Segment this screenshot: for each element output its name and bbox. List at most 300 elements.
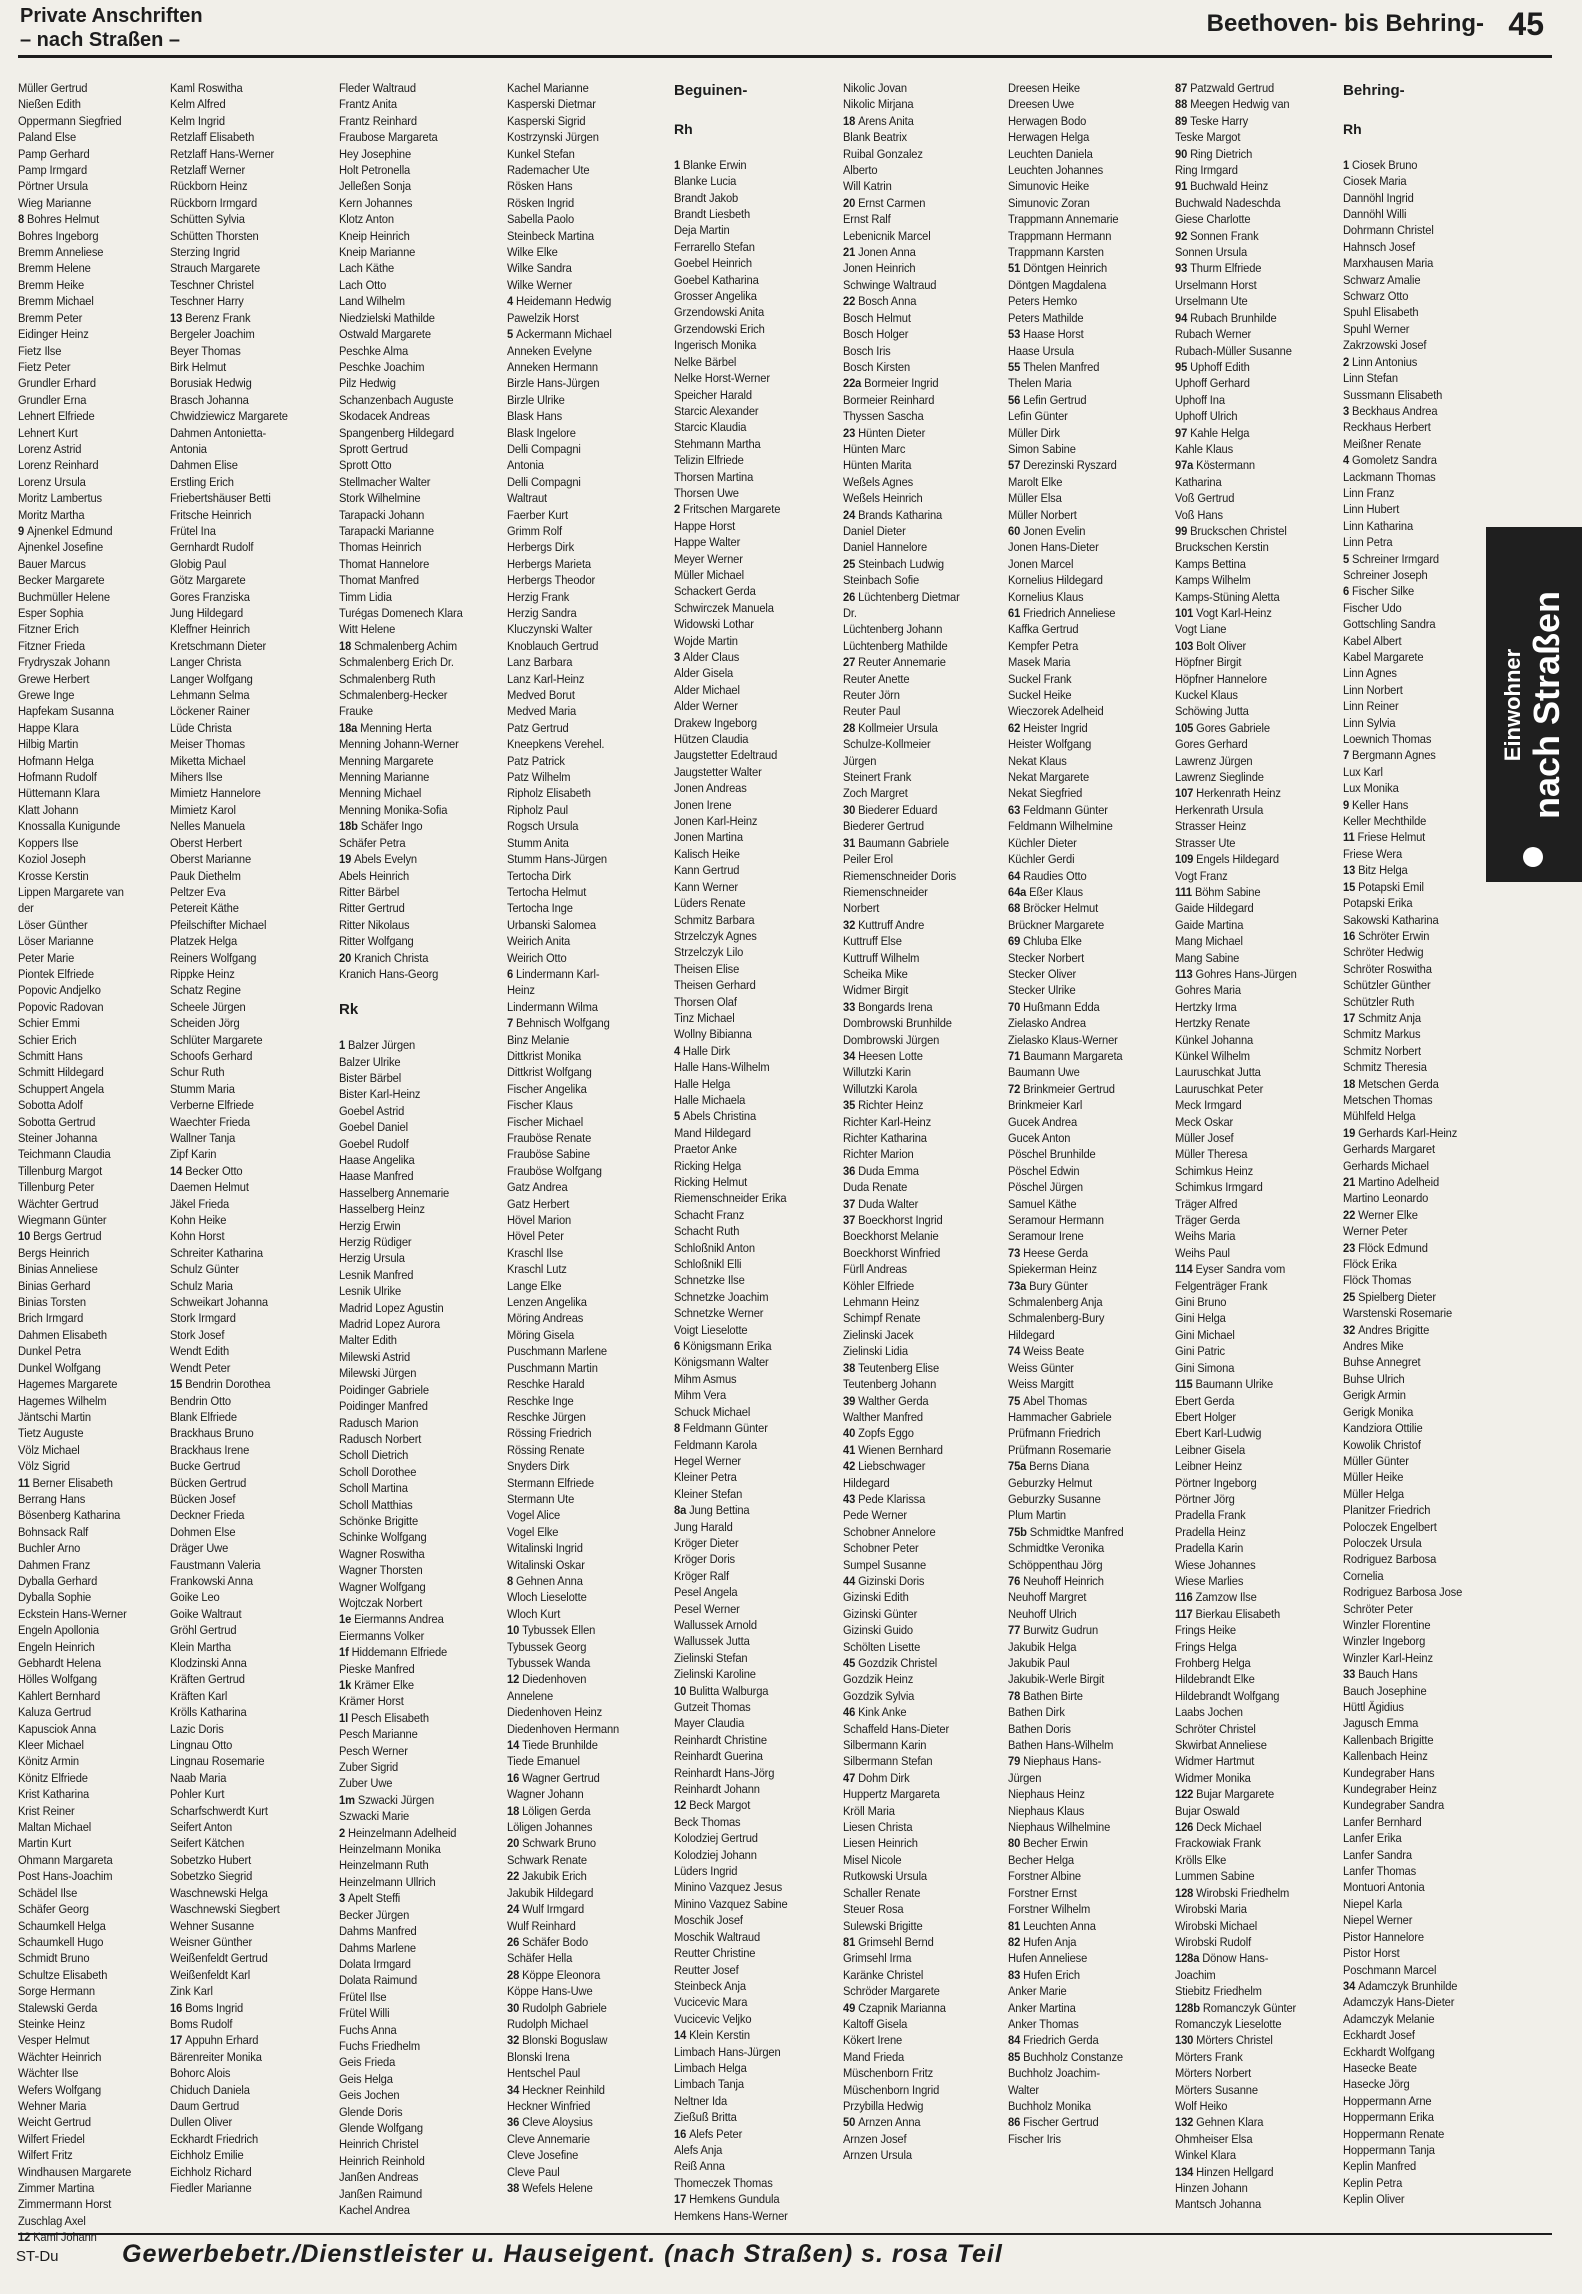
- resident-entry: Hövel Marion: [507, 1213, 572, 1228]
- resident-entry: Mörters Frank: [1175, 2049, 1243, 2064]
- resident-entry: Prüfmann Rosemarie: [1008, 1442, 1111, 1457]
- resident-entry: Knossalla Kunigunde: [18, 819, 121, 834]
- resident-entry: Schützler Ruth: [1343, 994, 1415, 1009]
- resident-entry: Anker Martina: [1008, 2000, 1076, 2015]
- resident-entry: 20 Kranich Christa: [339, 950, 429, 965]
- resident-entry: Geis Jochen: [339, 2088, 400, 2103]
- resident-entry: Kachel Marianne: [507, 81, 589, 95]
- house-number: 5: [507, 327, 517, 342]
- resident-entry: Hützen Claudia: [674, 732, 749, 747]
- resident-entry: Poschmann Marcel: [1343, 1962, 1437, 1977]
- resident-entry: Krölls Katharina: [170, 1705, 247, 1720]
- resident-entry: 16 Alefs Peter: [674, 2126, 743, 2141]
- resident-entry: Marolt Elke: [1008, 474, 1063, 489]
- resident-entry: Wollny Bibianna: [674, 1027, 752, 1042]
- resident-entry: Grimm Rolf: [507, 523, 563, 538]
- resident-entry: Schröter Hedwig: [1343, 945, 1424, 960]
- resident-entry: Keller Mechthilde: [1343, 814, 1427, 829]
- resident-entry: Herwagen Bodo: [1008, 113, 1087, 128]
- resident-entry: Möring Gisela: [507, 1327, 575, 1342]
- resident-entry: Wallussek Jutta: [674, 1634, 750, 1649]
- resident-entry: Steinbeck Martina: [507, 228, 594, 243]
- resident-entry: Rudolph Michael: [507, 2016, 589, 2031]
- house-number: 19: [1343, 1125, 1359, 1140]
- resident-entry: Fitzner Erich: [18, 622, 79, 637]
- resident-entry: 90 Ring Dietrich: [1175, 146, 1253, 161]
- house-number: 4: [1343, 453, 1353, 468]
- resident-entry: Retzlaff Werner: [170, 163, 246, 178]
- house-number: 22a: [843, 376, 865, 391]
- resident-entry: Prüfmann Friedrich: [1008, 1426, 1101, 1441]
- house-number: 30: [507, 2000, 523, 2015]
- resident-entry: 10 Bergs Gertrud: [18, 1229, 102, 1244]
- resident-entry: Heinzelmann Ullrich: [339, 1874, 436, 1889]
- house-number: 11: [1343, 830, 1358, 845]
- resident-entry: Wulf Reinhard: [507, 1918, 576, 1933]
- resident-entry: Gini Bruno: [1175, 1295, 1227, 1310]
- resident-entry: Nekat Margarete: [1008, 770, 1090, 785]
- resident-entry: Gizinski Günter: [843, 1606, 918, 1621]
- resident-entry: Mand Frieda: [843, 2049, 905, 2064]
- resident-entry: 8a Jung Bettina: [674, 1503, 750, 1518]
- resident-entry: Kann Gertrud: [674, 863, 740, 878]
- house-number: 82: [1008, 1934, 1024, 1949]
- resident-entry: Kröll Maria: [843, 1803, 895, 1818]
- resident-entry: 51 Döntgen Heinrich: [1008, 261, 1108, 276]
- resident-entry: Happe Klara: [18, 720, 79, 735]
- resident-entry: 8 Gehnen Anna: [507, 1573, 583, 1588]
- resident-entry: Chwidziewicz Margarete: [170, 409, 288, 424]
- house-number: 19: [339, 852, 355, 867]
- resident-entry: Hinzen Johann: [1175, 2181, 1248, 2195]
- resident-entry: Fietz Peter: [18, 359, 71, 374]
- house-number: 128: [1175, 1885, 1197, 1900]
- resident-entry: Thorsen Uwe: [674, 485, 739, 500]
- resident-entry: 18b Schäfer Ingo: [339, 819, 423, 834]
- house-number: 31: [843, 835, 859, 850]
- resident-entry: 1 Blanke Erwin: [674, 157, 747, 172]
- resident-entry: Frauböse Sabine: [507, 1147, 590, 1162]
- resident-entry: Popovic Andjelko: [18, 983, 101, 998]
- resident-entry: 75b Schmidtke Manfred: [1008, 1524, 1124, 1539]
- resident-entry: Herzig Rüdiger: [339, 1235, 412, 1250]
- resident-entry: Rösken Ingrid: [507, 195, 575, 210]
- resident-entry: Lange Elke: [507, 1278, 562, 1293]
- resident-entry: 17 Hemkens Gundula: [674, 2192, 780, 2207]
- house-number: 10: [507, 1623, 523, 1638]
- resident-entry: Stellmacher Walter: [339, 474, 431, 489]
- resident-entry: Götz Margarete: [170, 573, 246, 588]
- resident-entry: 60 Jonen Evelin: [1008, 523, 1086, 538]
- resident-entry: Grundler Erhard: [18, 376, 96, 391]
- resident-entry: Wirobski Rudolf: [1175, 1934, 1252, 1949]
- resident-entry: Langer Christa: [170, 655, 242, 670]
- resident-entry: Hapfekam Susanna: [18, 704, 114, 719]
- resident-entry: 17 Schmitz Anja: [1343, 1010, 1421, 1025]
- resident-entry: 97 Kahle Helga: [1175, 425, 1250, 440]
- resident-entry: Forstner Ernst: [1008, 1885, 1077, 1900]
- house-number: 51: [1008, 261, 1024, 276]
- resident-entry: Dannöhl Ingrid: [1343, 190, 1414, 205]
- resident-entry: Szwacki Marie: [339, 1809, 410, 1824]
- resident-entry: Faustmann Valeria: [170, 1557, 261, 1572]
- house-number: 114: [1175, 1262, 1196, 1277]
- resident-entry: Brich Irmgard: [18, 1311, 84, 1326]
- house-number: 22: [843, 294, 859, 309]
- resident-entry: Müller Norbert: [1008, 507, 1077, 522]
- resident-entry: Zakrzowski Josef: [1343, 338, 1427, 353]
- resident-entry: Patz Patrick: [507, 753, 565, 768]
- house-number: 7: [1343, 748, 1353, 763]
- resident-entry: Weßels Agnes: [843, 474, 914, 489]
- house-number: 36: [507, 2115, 523, 2130]
- resident-entry: Pistor Hannelore: [1343, 1929, 1424, 1944]
- house-number: 15: [1343, 879, 1359, 894]
- resident-entry: Dräger Uwe: [170, 1541, 229, 1556]
- resident-entry: 64 Raudies Otto: [1008, 868, 1087, 883]
- resident-entry: Kern Johannes: [339, 195, 413, 210]
- header-rule: [18, 55, 1552, 58]
- resident-entry: 84 Friedrich Gerda: [1008, 2033, 1099, 2048]
- resident-entry: Suckel Heike: [1008, 688, 1072, 703]
- resident-entry: Miketta Michael: [170, 753, 246, 768]
- resident-entry: 101 Vogt Karl-Heinz: [1175, 606, 1272, 620]
- resident-entry: Lindermann Wilma: [507, 999, 598, 1014]
- resident-entry: Heister Wolfgang: [1008, 737, 1092, 752]
- resident-entry: Silbermann Karin: [843, 1738, 927, 1753]
- resident-entry: 31 Baumann Gabriele: [843, 835, 949, 850]
- house-number: 90: [1175, 146, 1191, 161]
- resident-entry: Ricking Helga: [674, 1158, 742, 1173]
- house-number: 97a: [1175, 458, 1197, 473]
- resident-entry: Scharfschwerdt Kurt: [170, 1803, 268, 1818]
- resident-entry: Limbach Helga: [674, 2060, 747, 2075]
- resident-entry: Richter Marion: [843, 1147, 914, 1162]
- resident-entry: Peschke Joachim: [339, 359, 425, 374]
- resident-entry: Gohres Maria: [1175, 983, 1241, 998]
- resident-entry: Bister Bärbel: [339, 1070, 402, 1085]
- resident-entry: Norbert: [843, 901, 880, 916]
- resident-entry: 4 Heidemann Hedwig: [507, 294, 612, 309]
- resident-entry: Weiss Günter: [1008, 1360, 1074, 1375]
- resident-entry: 71 Baumann Margareta: [1008, 1048, 1123, 1063]
- house-number: 1f: [339, 1645, 352, 1660]
- resident-entry: Kachel Andrea: [339, 2203, 410, 2217]
- resident-entry: Bremm Peter: [18, 310, 83, 325]
- house-number: 5: [1343, 551, 1353, 566]
- resident-entry: 22 Bosch Anna: [843, 294, 917, 309]
- resident-entry: Brackhaus Irene: [170, 1442, 250, 1457]
- resident-entry: Frings Helga: [1175, 1639, 1237, 1654]
- house-number: 63: [1008, 802, 1024, 817]
- resident-entry: Jürgen: [1008, 1770, 1042, 1785]
- resident-entry: Gröhl Gertrud: [170, 1623, 237, 1638]
- resident-entry: Cleve Josefine: [507, 2148, 579, 2163]
- resident-entry: Grosser Angelika: [674, 289, 757, 304]
- resident-entry: Samuel Käthe: [1008, 1196, 1077, 1211]
- resident-entry: 45 Gozdzik Christel: [843, 1656, 938, 1670]
- house-number: 75b: [1008, 1524, 1030, 1539]
- resident-entry: Grewe Herbert: [18, 671, 90, 686]
- resident-entry: Brasch Johanna: [170, 392, 249, 407]
- resident-entry: Heinzelmann Monika: [339, 1842, 441, 1857]
- resident-entry: Delli Compagni: [507, 441, 581, 456]
- resident-entry: Schier Erich: [18, 1032, 77, 1047]
- resident-entry: Mihm Asmus: [674, 1371, 737, 1386]
- resident-entry: Retzlaff Elisabeth: [170, 130, 255, 145]
- resident-entry: Schmidt Bruno: [18, 1951, 90, 1966]
- resident-entry: Kabel Margarete: [1343, 650, 1424, 664]
- resident-entry: Hammacher Gabriele: [1008, 1409, 1112, 1424]
- resident-entry: Stalewski Gerda: [18, 2000, 98, 2015]
- resident-entry: Meck Oskar: [1175, 1114, 1234, 1129]
- resident-entry: Suckel Frank: [1008, 671, 1072, 686]
- house-number: 88: [1175, 97, 1191, 112]
- resident-entry: Lebenicnik Marcel: [843, 228, 931, 243]
- resident-entry: Pradella Frank: [1175, 1508, 1246, 1523]
- resident-entry: Schuppert Angela: [18, 1081, 104, 1096]
- resident-entry: Fischer Klaus: [507, 1098, 573, 1113]
- footer-code: ST-Du: [16, 2248, 59, 2265]
- resident-entry: Sobetzko Siegrid: [170, 1869, 253, 1884]
- resident-entry: Hoppermann Tanja: [1343, 2142, 1435, 2157]
- resident-entry: Nelke Horst-Werner: [674, 371, 770, 386]
- resident-entry: Feldmann Karola: [674, 1437, 757, 1452]
- resident-entry: Lazic Doris: [170, 1721, 224, 1736]
- house-number: 128a: [1175, 1951, 1203, 1966]
- resident-entry: Ripholz Paul: [507, 802, 568, 817]
- resident-entry: Zimmermann Horst: [18, 2197, 112, 2212]
- resident-entry: 42 Liebschwager: [843, 1459, 926, 1474]
- resident-entry: Eckstein Hans-Werner: [18, 1606, 127, 1621]
- resident-entry: Lackmann Thomas: [1343, 469, 1436, 484]
- resident-entry: Müller Helga: [1343, 1486, 1404, 1501]
- resident-entry: Tybussek Georg: [507, 1639, 587, 1654]
- address-column: [674, 80, 839, 2224]
- house-number: 23: [843, 425, 859, 440]
- resident-entry: Menning Michael: [339, 786, 422, 801]
- resident-entry: Jung Harald: [674, 1519, 733, 1534]
- resident-entry: Schönke Brigitte: [339, 1513, 419, 1528]
- resident-entry: Mang Michael: [1175, 934, 1243, 949]
- resident-entry: 25 Spielberg Dieter: [1343, 1289, 1436, 1304]
- resident-entry: Hövel Peter: [507, 1229, 564, 1244]
- resident-entry: Scholl Dietrich: [339, 1448, 409, 1463]
- resident-entry: Wieg Marianne: [18, 195, 92, 210]
- resident-entry: Niephaus Heinz: [1008, 1787, 1085, 1802]
- resident-entry: Theisen Gerhard: [674, 978, 756, 993]
- resident-entry: Pilz Hedwig: [339, 376, 396, 391]
- resident-entry: Arnzen Ursula: [843, 2148, 912, 2163]
- resident-entry: Oberst Marianne: [170, 852, 252, 867]
- resident-entry: Schur Ruth: [170, 1065, 225, 1080]
- resident-entry: Windhausen Margarete: [18, 2164, 132, 2179]
- house-number: 76: [1008, 1573, 1024, 1588]
- resident-entry: Ajnenkel Josefine: [18, 540, 104, 555]
- address-column: [1175, 80, 1340, 2213]
- resident-entry: Schreiner Joseph: [1343, 567, 1428, 582]
- resident-entry: Vogel Alice: [507, 1508, 561, 1523]
- resident-entry: Müller Michael: [674, 567, 745, 582]
- resident-entry: Geburzky Susanne: [1008, 1491, 1101, 1506]
- resident-entry: Martino Leonardo: [1343, 1191, 1429, 1206]
- resident-entry: Minino Vazquez Sabine: [674, 1896, 788, 1911]
- resident-entry: Liesen Heinrich: [843, 1836, 918, 1851]
- resident-entry: Herbergs Theodor: [507, 573, 596, 588]
- resident-entry: Wolf Heiko: [1175, 2098, 1228, 2113]
- resident-entry: Simon Sabine: [1008, 441, 1076, 456]
- resident-entry: Vogt Franz: [1175, 868, 1228, 883]
- resident-entry: 99 Bruckschen Christel: [1175, 523, 1287, 538]
- resident-entry: Binias Anneliese: [18, 1262, 98, 1277]
- resident-entry: Walter: [1008, 2082, 1040, 2097]
- resident-entry: Jonen Heinrich: [843, 261, 916, 276]
- resident-entry: Neuhoff Ulrich: [1008, 1606, 1077, 1621]
- resident-entry: Diedenhoven Hermann: [507, 1721, 620, 1736]
- resident-entry: Stecker Oliver: [1008, 966, 1077, 981]
- resident-entry: Becker Margarete: [18, 573, 105, 588]
- resident-entry: Künkel Johanna: [1175, 1032, 1254, 1047]
- resident-entry: 80 Becher Erwin: [1008, 1836, 1088, 1851]
- resident-entry: Willutzki Karola: [843, 1081, 918, 1096]
- resident-entry: Bohorc Alois: [170, 2066, 231, 2081]
- resident-entry: Fraubose Margareta: [339, 130, 438, 145]
- resident-entry: Müschenborn Fritz: [843, 2066, 934, 2081]
- resident-entry: Hertzky Irma: [1175, 999, 1237, 1014]
- resident-entry: Steinbeck Anja: [674, 1978, 746, 1993]
- resident-entry: Grzendowski Erich: [674, 321, 765, 336]
- resident-entry: Schloßnikl Elli: [674, 1257, 742, 1272]
- house-number: 49: [843, 2000, 859, 2015]
- resident-entry: Schreiter Katharina: [170, 1245, 263, 1260]
- address-columns: [18, 80, 1478, 2245]
- resident-entry: Potapski Erika: [1343, 896, 1413, 911]
- resident-entry: Bathen Dirk: [1008, 1705, 1065, 1720]
- resident-entry: Träger Gerda: [1175, 1213, 1240, 1228]
- resident-entry: Blask Ingelore: [507, 425, 576, 440]
- resident-entry: Kowolik Christof: [1343, 1437, 1421, 1452]
- address-column: [1343, 80, 1508, 2208]
- resident-entry: 1l Pesch Elisabeth: [339, 1710, 429, 1725]
- resident-entry: Schöwing Jutta: [1175, 704, 1249, 719]
- resident-entry: Naab Maria: [170, 1770, 227, 1785]
- resident-entry: Kornelius Hildegard: [1008, 573, 1103, 588]
- resident-entry: Reutter Josef: [674, 1962, 739, 1977]
- resident-entry: Lanfer Sandra: [1343, 1847, 1412, 1862]
- resident-entry: Lüders Ingrid: [674, 1864, 738, 1879]
- resident-entry: Widmer Birgit: [843, 983, 909, 998]
- resident-entry: 81 Grimsehl Bernd: [843, 1934, 934, 1949]
- house-number: 1: [674, 157, 684, 172]
- resident-entry: Pistor Horst: [1343, 1946, 1400, 1961]
- resident-entry: Kallenbach Brigitte: [1343, 1732, 1434, 1747]
- resident-entry: Vesper Helmut: [18, 2033, 90, 2048]
- resident-entry: 77 Burwitz Gudrun: [1008, 1623, 1099, 1638]
- resident-entry: Widowski Lothar: [674, 617, 754, 632]
- resident-entry: Dunkel Wolfgang: [18, 1360, 101, 1375]
- spacer: [1343, 140, 1492, 156]
- resident-entry: Weißenfeldt Karl: [170, 1967, 251, 1982]
- resident-entry: Hildebrandt Wolfgang: [1175, 1688, 1280, 1703]
- house-number: 16: [170, 2000, 186, 2015]
- resident-entry: Kamps-Stüning Aletta: [1175, 589, 1280, 604]
- resident-entry: 18 Löligen Gerda: [507, 1803, 591, 1818]
- resident-entry: Meiser Thomas: [170, 737, 245, 752]
- resident-entry: Weiss Margitt: [1008, 1377, 1074, 1392]
- house-number: 86: [1008, 2115, 1024, 2130]
- resident-entry: Witalinski Ingrid: [507, 1541, 583, 1556]
- address-column: [843, 80, 1008, 2164]
- resident-entry: Müller Josef: [1175, 1131, 1234, 1145]
- resident-entry: Stehmann Martha: [674, 436, 761, 451]
- resident-entry: Sprott Otto: [339, 458, 392, 473]
- resident-entry: Dreesen Heike: [1008, 81, 1081, 95]
- resident-entry: Möring Andreas: [507, 1311, 584, 1326]
- resident-entry: Weirich Anita: [507, 934, 571, 949]
- resident-entry: Jagusch Emma: [1343, 1716, 1419, 1731]
- resident-entry: Schäfer Petra: [339, 835, 406, 850]
- resident-entry: Krist Reiner: [18, 1803, 75, 1818]
- house-number: 116: [1175, 1590, 1196, 1605]
- resident-entry: Thelen Maria: [1008, 376, 1072, 391]
- resident-entry: 122 Bujar Margarete: [1175, 1787, 1275, 1802]
- resident-entry: Pfeilschifter Michael: [170, 917, 267, 932]
- resident-entry: Zipf Karin: [170, 1147, 217, 1162]
- resident-entry: Gaide Hildegard: [1175, 901, 1254, 916]
- resident-entry: Bärenreiter Monika: [170, 2049, 262, 2064]
- resident-entry: Schimkus Irmgard: [1175, 1180, 1263, 1195]
- resident-entry: Rodriguez Barbosa Jose: [1343, 1585, 1463, 1600]
- resident-entry: Hüttemann Klara: [18, 786, 100, 801]
- resident-entry: Birk Helmut: [170, 359, 227, 374]
- street-heading: Behring-: [1343, 82, 1405, 99]
- resident-entry: Lenzen Angelika: [507, 1295, 587, 1310]
- resident-entry: 16 Wagner Gertrud: [507, 1770, 600, 1785]
- resident-entry: Pradella Heinz: [1175, 1524, 1246, 1539]
- resident-entry: Kröger Doris: [674, 1552, 735, 1567]
- resident-entry: Wehner Maria: [18, 2098, 87, 2113]
- resident-entry: Sabella Paolo: [507, 212, 575, 227]
- resident-entry: Alder Gisela: [674, 666, 734, 681]
- house-number: 22: [507, 1869, 523, 1884]
- resident-entry: Urbanski Salomea: [507, 917, 596, 932]
- resident-entry: Engeln Apollonia: [18, 1623, 99, 1638]
- resident-entry: Fuchs Anna: [339, 2022, 397, 2037]
- resident-entry: Gizinski Guido: [843, 1623, 914, 1638]
- resident-entry: Jäntschi Martin: [18, 1409, 91, 1424]
- resident-entry: Jelleßen Sonja: [339, 179, 411, 194]
- house-number: 21: [1343, 1175, 1359, 1189]
- house-number: 17: [1343, 1010, 1359, 1025]
- resident-entry: Strzelczyk Agnes: [674, 928, 757, 943]
- resident-entry: Völz Sigrid: [18, 1459, 70, 1474]
- resident-entry: 5 Abels Christina: [674, 1109, 757, 1124]
- resident-entry: Abels Heinrich: [339, 868, 410, 883]
- resident-entry: 70 Hußmann Edda: [1008, 999, 1100, 1014]
- resident-entry: Schwirczek Manuela: [674, 600, 774, 615]
- resident-entry: Gizinski Edith: [843, 1590, 909, 1605]
- resident-entry: Schwark Renate: [507, 1852, 587, 1867]
- resident-entry: Wallussek Arnold: [674, 1617, 757, 1632]
- resident-entry: Schatz Regine: [170, 983, 241, 998]
- resident-entry: Linn Agnes: [1343, 666, 1397, 681]
- resident-entry: Dyballa Sophie: [18, 1590, 92, 1605]
- resident-entry: Lüchtenberg Mathilde: [843, 638, 948, 653]
- resident-entry: Schaumkell Helga: [18, 1918, 106, 1933]
- house-number: 12: [674, 1798, 690, 1813]
- house-number: 73: [1008, 1245, 1024, 1260]
- resident-entry: Lehnert Kurt: [18, 425, 78, 440]
